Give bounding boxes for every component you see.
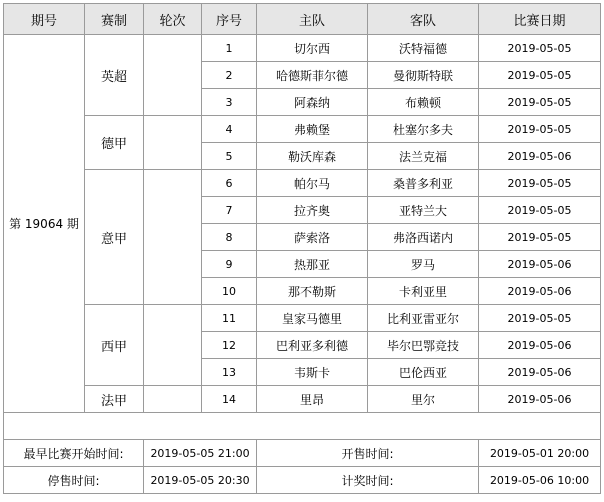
home-team: 切尔西 xyxy=(257,35,368,62)
table-row xyxy=(4,170,601,197)
league-cell: 德甲 xyxy=(85,116,144,170)
home-team: 韦斯卡 xyxy=(257,359,368,386)
away-team: 布赖顿 xyxy=(368,89,479,116)
match-num: 14 xyxy=(202,386,257,413)
earliest-start-label: 最早比赛开始时间: xyxy=(4,440,144,467)
home-team: 那不勒斯 xyxy=(257,278,368,305)
match-num: 5 xyxy=(202,143,257,170)
away-team: 曼彻斯特联 xyxy=(368,62,479,89)
home-team: 哈德斯菲尔德 xyxy=(257,62,368,89)
away-team: 桑普多利亚 xyxy=(368,170,479,197)
match-num: 4 xyxy=(202,116,257,143)
match-num: 11 xyxy=(202,305,257,332)
earliest-start-value: 2019-05-05 21:00 xyxy=(144,440,257,467)
league-cell: 意甲 xyxy=(85,170,144,305)
match-date: 2019-05-06 xyxy=(479,278,601,305)
away-team: 沃特福德 xyxy=(368,35,479,62)
home-team: 萨索洛 xyxy=(257,224,368,251)
away-team: 罗马 xyxy=(368,251,479,278)
schedule-table xyxy=(3,3,601,494)
home-team: 里昂 xyxy=(257,386,368,413)
home-team: 巴利亚多利德 xyxy=(257,332,368,359)
period-value: 第 19064 期 xyxy=(4,35,85,413)
league-cell: 英超 xyxy=(85,35,144,116)
match-num: 7 xyxy=(202,197,257,224)
header-home: 主队 xyxy=(257,4,368,35)
away-team: 里尔 xyxy=(368,386,479,413)
match-date: 2019-05-06 xyxy=(479,143,601,170)
league-cell: 法甲 xyxy=(85,386,144,413)
match-date: 2019-05-05 xyxy=(479,35,601,62)
header-league: 赛制 xyxy=(85,4,144,35)
match-date: 2019-05-06 xyxy=(479,386,601,413)
home-team: 帕尔马 xyxy=(257,170,368,197)
match-date: 2019-05-05 xyxy=(479,224,601,251)
home-team: 阿森纳 xyxy=(257,89,368,116)
prize-calc-label: 计奖时间: xyxy=(257,467,479,494)
match-num: 13 xyxy=(202,359,257,386)
match-num: 9 xyxy=(202,251,257,278)
table-row xyxy=(4,116,601,143)
round-cell xyxy=(144,116,202,170)
match-date: 2019-05-05 xyxy=(479,116,601,143)
match-num: 10 xyxy=(202,278,257,305)
home-team: 热那亚 xyxy=(257,251,368,278)
away-team: 法兰克福 xyxy=(368,143,479,170)
spacer-cell xyxy=(4,413,601,440)
table-row xyxy=(4,305,601,332)
header-row xyxy=(4,4,601,35)
away-team: 毕尔巴鄂竞技 xyxy=(368,332,479,359)
away-team: 亚特兰大 xyxy=(368,197,479,224)
match-num: 12 xyxy=(202,332,257,359)
match-num: 1 xyxy=(202,35,257,62)
away-team: 比利亚雷亚尔 xyxy=(368,305,479,332)
round-cell xyxy=(144,386,202,413)
match-num: 3 xyxy=(202,89,257,116)
away-team: 杜塞尔多夫 xyxy=(368,116,479,143)
header-num: 序号 xyxy=(202,4,257,35)
match-date: 2019-05-06 xyxy=(479,359,601,386)
sale-open-label: 开售时间: xyxy=(257,440,479,467)
header-period: 期号 xyxy=(4,4,85,35)
spacer-row xyxy=(4,413,601,440)
league-cell: 西甲 xyxy=(85,305,144,386)
away-team: 卡利亚里 xyxy=(368,278,479,305)
round-cell xyxy=(144,305,202,386)
prize-calc-value: 2019-05-06 10:00 xyxy=(479,467,601,494)
table-row xyxy=(4,386,601,413)
match-date: 2019-05-05 xyxy=(479,62,601,89)
home-team: 勒沃库森 xyxy=(257,143,368,170)
match-num: 6 xyxy=(202,170,257,197)
home-team: 弗赖堡 xyxy=(257,116,368,143)
header-date: 比赛日期 xyxy=(479,4,601,35)
match-date: 2019-05-06 xyxy=(479,251,601,278)
home-team: 皇家马德里 xyxy=(257,305,368,332)
footer-row xyxy=(4,467,601,494)
round-cell xyxy=(144,35,202,116)
match-date: 2019-05-05 xyxy=(479,170,601,197)
sale-open-value: 2019-05-01 20:00 xyxy=(479,440,601,467)
header-round: 轮次 xyxy=(144,4,202,35)
match-num: 2 xyxy=(202,62,257,89)
footer-row xyxy=(4,440,601,467)
match-date: 2019-05-05 xyxy=(479,305,601,332)
match-date: 2019-05-06 xyxy=(479,332,601,359)
home-team: 拉齐奥 xyxy=(257,197,368,224)
match-num: 8 xyxy=(202,224,257,251)
away-team: 弗洛西诺内 xyxy=(368,224,479,251)
header-away: 客队 xyxy=(368,4,479,35)
match-date: 2019-05-05 xyxy=(479,197,601,224)
match-date: 2019-05-05 xyxy=(479,89,601,116)
sale-stop-value: 2019-05-05 20:30 xyxy=(144,467,257,494)
away-team: 巴伦西亚 xyxy=(368,359,479,386)
table-row xyxy=(4,35,601,62)
round-cell xyxy=(144,170,202,305)
sale-stop-label: 停售时间: xyxy=(4,467,144,494)
